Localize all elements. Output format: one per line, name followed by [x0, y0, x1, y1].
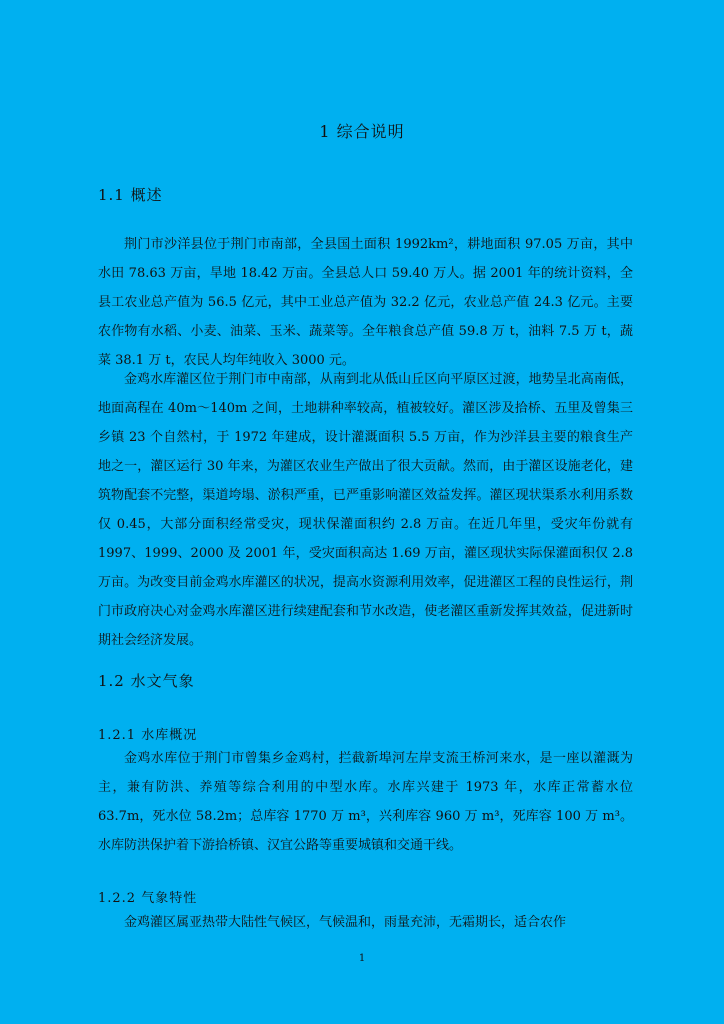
subsection-heading-reservoir: 1.2.1 水库概况 [98, 728, 198, 743]
subsection-heading-climate: 1.2.2 气象特性 [98, 891, 198, 906]
chapter-title: 1 综合说明 [319, 122, 405, 141]
paragraph-overview-1: 荆门市沙洋县位于荆门市南部，全县国土面积 1992km²，耕地面积 97.05 万亩，其中水田 78.63 万亩，旱地 18.42 万亩。全县总人口 59.40 万人。据 2001 年的统计资料，全县工农业总产值为 56.5 亿元，其中工业总产值为 32.2 亿元，农业总产值 24.3 亿元。主要农作物有水稻、小麦、油菜、玉米、蔬菜等。全年粮食总产值 59.8 万 t，油料 7.5 万 t，蔬菜 38.1 万 t，农民人均年纯收入 3000 元。 [98, 237, 633, 368]
paragraph-reservoir: 金鸡水库位于荆门市曾集乡金鸡村，拦截新埠河左岸支流王桥河来水，是一座以灌溉为主，兼有防洪、养殖等综合利用的中型水库。水库兴建于 1973 年，水库正常蓄水位 63.7m，死水位 58.2m；总库容 1770 万 m³，兴利库容 960 万 m³，死库容 100 万 m³。水库防洪保护着下游拾桥镇、汉宜公路等重要城镇和交通干线。 [98, 751, 633, 853]
page-number: 1 [358, 953, 366, 964]
section-heading-hydrology: 1.2 水文气象 [98, 672, 195, 690]
paragraph-overview-2: 金鸡水库灌区位于荆门市中南部，从南到北从低山丘区向平原区过渡，地势呈北高南低，地面高程在 40m～140m 之间，土地耕种率较高，植被较好。灌区涉及拾桥、五里及曾集三乡镇 23 个自然村，于 1972 年建成，设计灌溉面积 5.5 万亩，作为沙洋县主要的粮食生产地之一，灌区运行 30 年来，为灌区农业生产做出了很大贡献。然而，由于灌区设施老化，建筑物配套不完整，渠道垮塌、淤积严重，已严重影响灌区效益发挥。灌区现状渠系水利用系数仅 0.45，大部分面积经常受灾，现状保灌面积约 2.8 万亩。在近几年里，受灾年份就有 1997、1999、2000 及 2001 年，受灾面积高达 1.69 万亩，灌区现状实际保灌面积仅 2.8 万亩。为改变目前金鸡水库灌区的状况，提高水资源利用效率，促进灌区工程的良性运行，荆门市政府决心对金鸡水库灌区进行续建配套和节水改造，使老灌区重新发挥其效益，促进新时期社会经济发展。 [98, 372, 633, 648]
section-heading-overview: 1.1 概述 [98, 186, 163, 204]
paragraph-climate: 金鸡灌区属亚热带大陆性气候区，气候温和，雨量充沛，无霜期长，适合农作 [124, 915, 567, 930]
